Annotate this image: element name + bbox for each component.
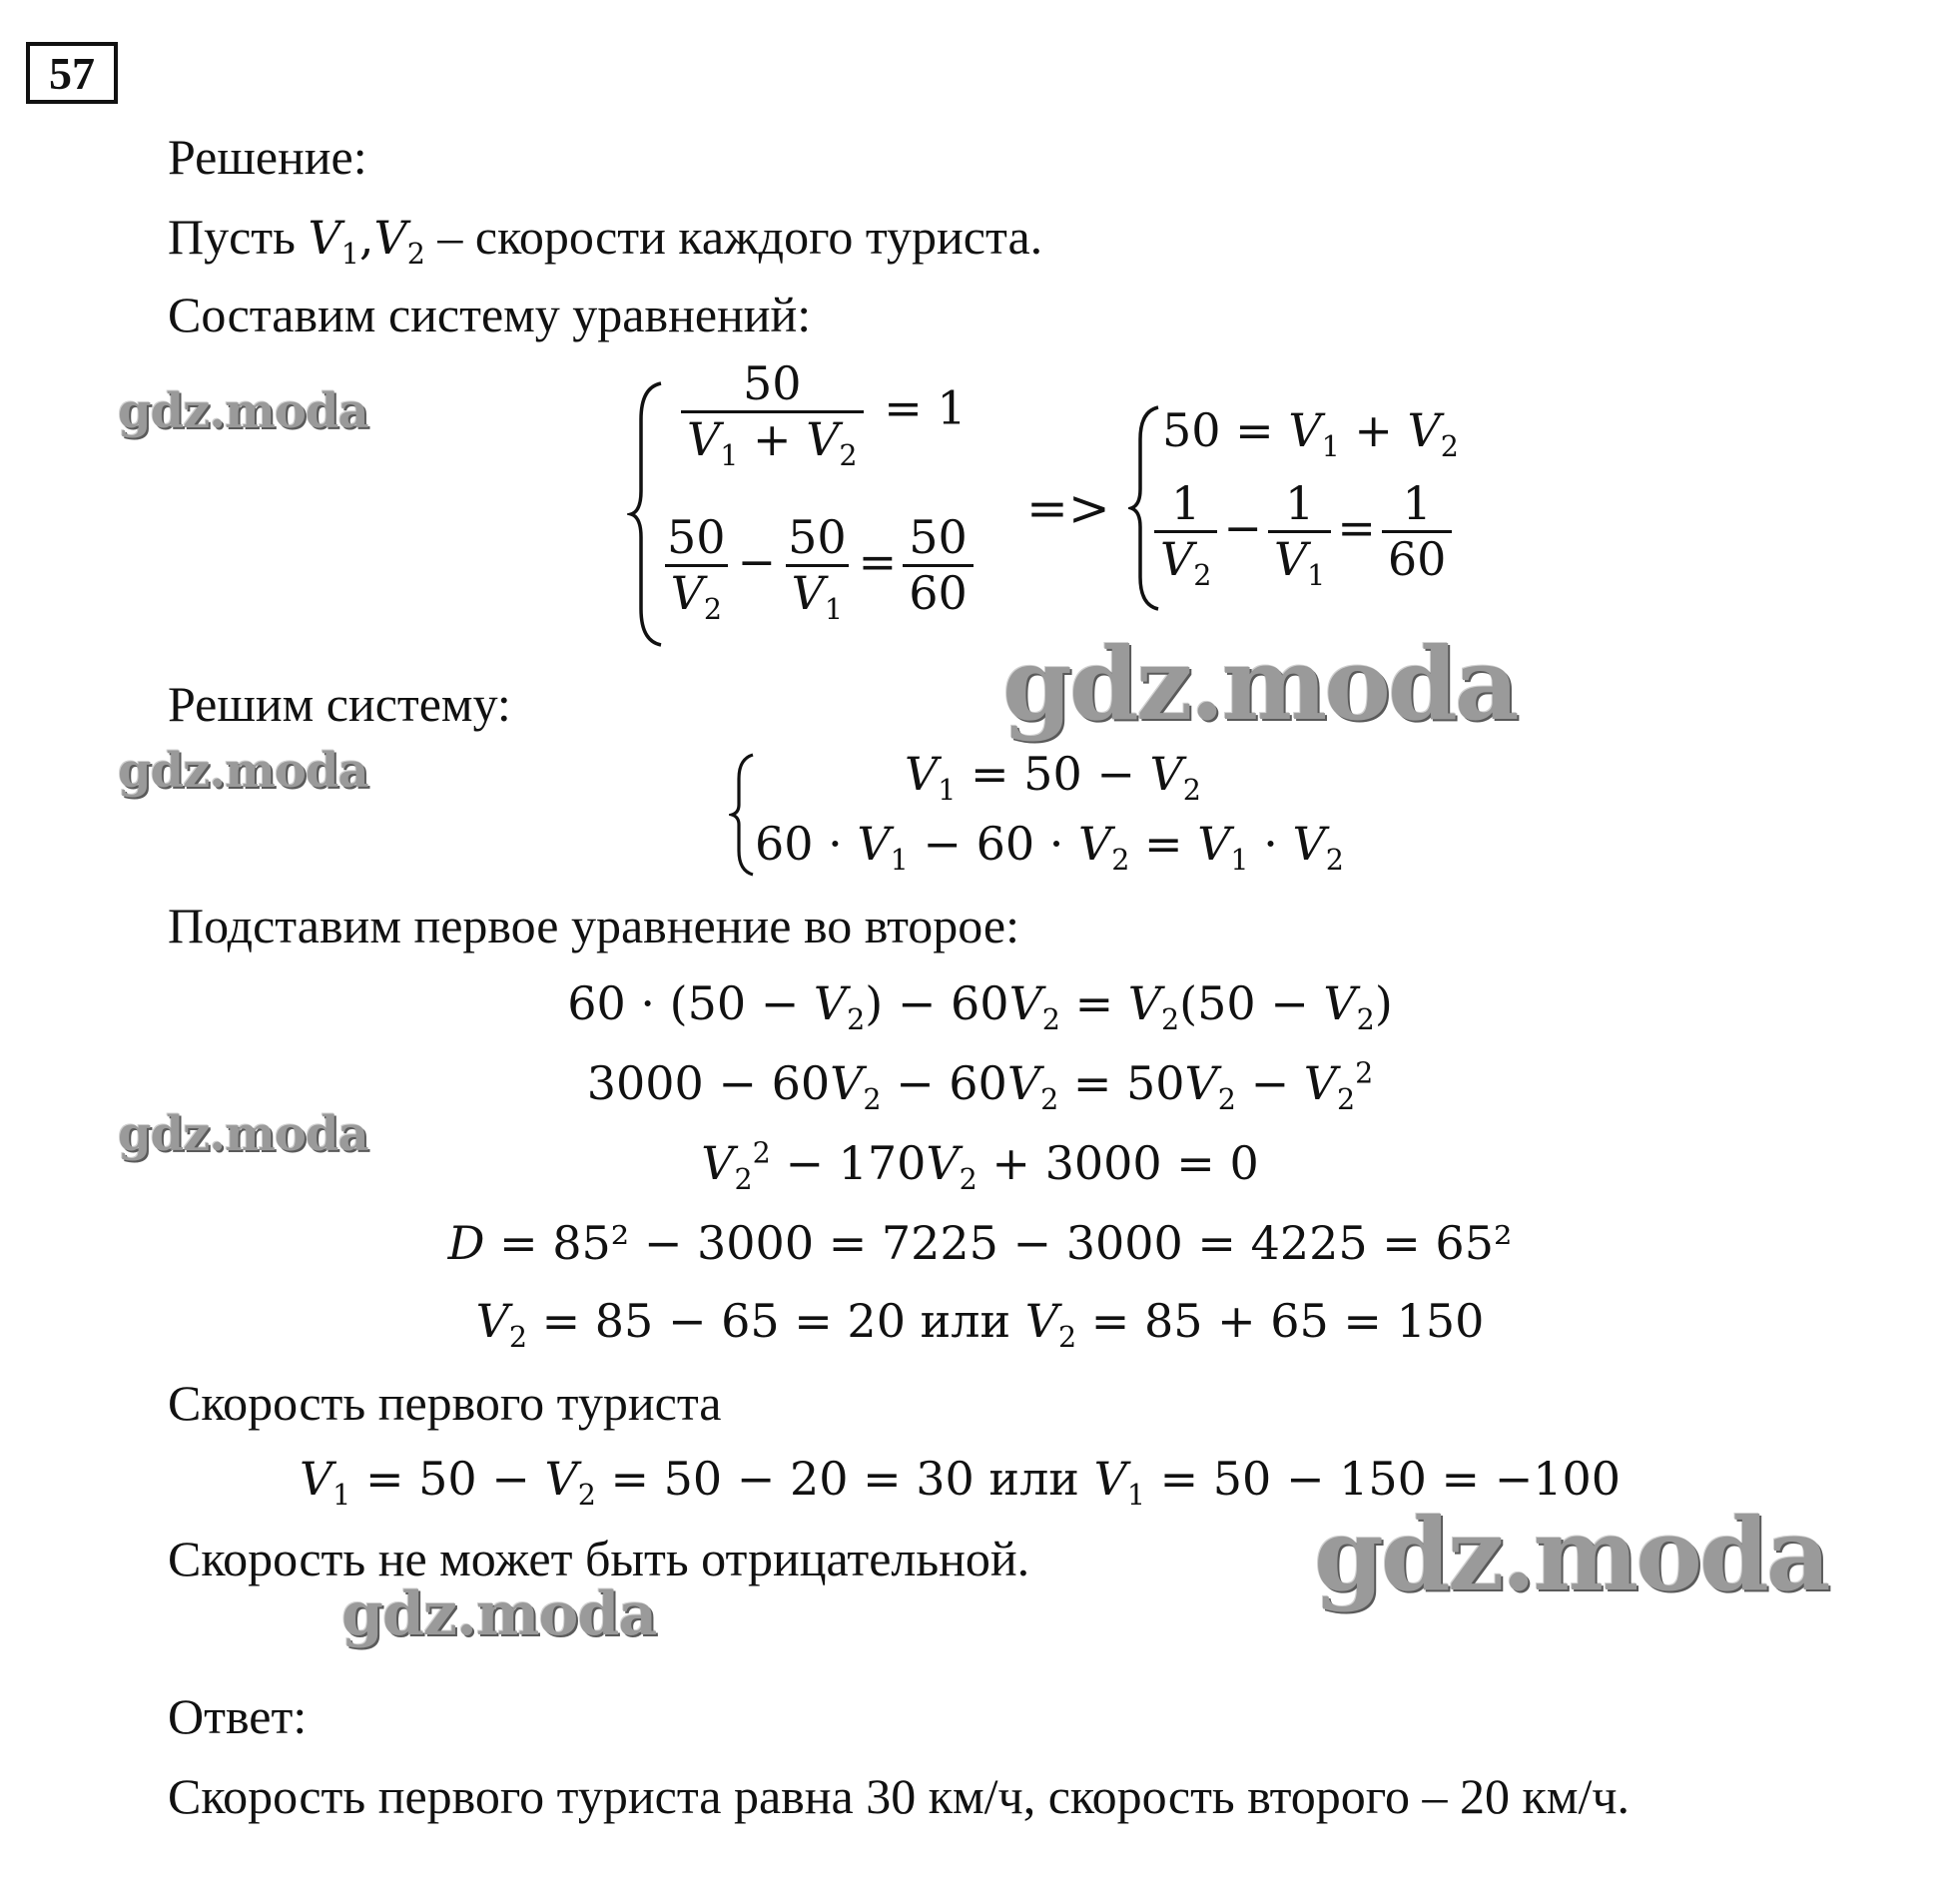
roots: $V_2 = 85 - 65 = 20$ или $V_2 = 85 + 65 = 150$ (475, 1294, 1485, 1355)
negative-line: Скорость не может быть отрицательной. (168, 1531, 1030, 1586)
first-speed-line: Скорость первого туриста (168, 1375, 722, 1431)
compose-line: Составим систему уравнений: (168, 287, 812, 342)
watermark: gdz.moda (118, 743, 368, 799)
step3: $V_2^2 - 170V_2 + 3000 = 0$ (701, 1136, 1259, 1197)
watermark: gdz.moda (341, 1579, 657, 1649)
watermark: gdz.moda (118, 383, 368, 439)
watermark: gdz.moda (1002, 625, 1517, 743)
system2-eq1: $50 = V_1 + V_2$ (1162, 403, 1459, 464)
v1-values: $V_1 = 50 - V_2 = 50 - 20 = 30$ или $V_1 = 50 - 150 = -100$ (299, 1452, 1622, 1513)
step2: $3000 - 60V_2 - 60V_2 = 50V_2 - V_2^2$ (586, 1056, 1374, 1117)
solve-line: Решим систему: (168, 676, 511, 732)
system1-eq2: $\frac{50}{V_2}$ − $\frac{50}{V_1}$ = $\frac{50}{60}$ (655, 511, 980, 620)
solution-heading: Решение: (168, 129, 367, 185)
problem-number: 57 (26, 42, 118, 104)
solve-eq2: $60 \cdot V_1 - 60 \cdot V_2 = V_1 \cdot V_2$ (755, 817, 1344, 878)
substitute-line: Подставим первое уравнение во второе: (168, 898, 1019, 953)
system2-eq2: $\frac{1}{V_2}$ − $\frac{1}{V_1}$ = $\frac{1}{60}$ (1148, 477, 1458, 586)
answer-text: Скорость первого туриста равна 30 км/ч, скорость второго – 20 км/ч. (168, 1768, 1631, 1824)
let-line: Пусть $V_1,V_2$ – скорости каждого туриста. (168, 209, 1043, 272)
step1: $60 \cdot (50 - V_2) - 60V_2 = V_2(50 - V_2)$ (567, 976, 1393, 1037)
system1-eq1: $\frac{50}{V_1 + V_2}$ = 1 (675, 357, 967, 466)
implies-arrow: => (1026, 479, 1110, 537)
answer-label: Ответ: (168, 1688, 308, 1744)
solve-eq1: $V_1 = 50 - V_2$ (905, 747, 1201, 808)
watermark: gdz.moda (118, 1106, 368, 1162)
discriminant: D = 85² − 3000 = 7225 − 3000 = 4225 = 65² (447, 1216, 1513, 1270)
watermark: gdz.moda (1314, 1496, 1828, 1613)
